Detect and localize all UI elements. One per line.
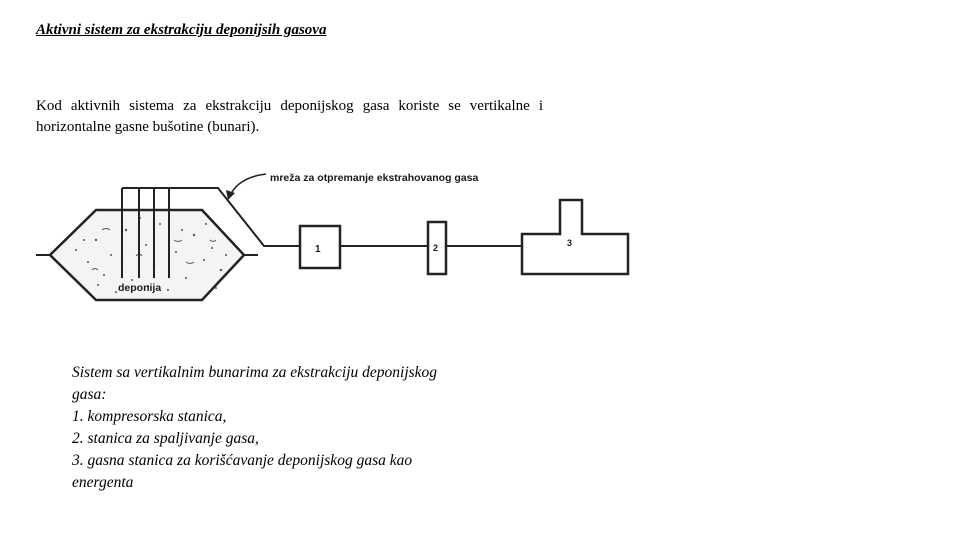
- caption-line: Sistem sa vertikalnim bunarima za ekstrakciju deponijskog: [72, 364, 438, 381]
- gas-extraction-diagram: [36, 160, 636, 310]
- slide-title: Aktivni sistem za ekstrakciju deponijsih gasova: [36, 22, 327, 38]
- network-label: mreža za otpremanje ekstrahovanog gasa: [270, 172, 479, 184]
- caption-line: gasa:: [72, 386, 107, 403]
- station-2-label: 2: [433, 243, 439, 253]
- caption-line: 2. stanica za spaljivanje gasa,: [72, 430, 259, 447]
- caption-line: 3. gasna stanica za korišćavanje deponijskog gasa kao: [72, 452, 413, 469]
- station-1-label: 1: [315, 244, 321, 255]
- landfill-label: deponija: [118, 282, 162, 294]
- diagram-caption: [72, 362, 512, 494]
- network-arrow: [230, 174, 266, 196]
- intro-paragraph: Kod aktivnih sistema za ekstrakciju deponijskog gasa koriste se vertikalne i horizontalne gasne bušotine (bunari).: [36, 98, 543, 135]
- caption-line: energenta: [72, 474, 134, 491]
- station-3-label: 3: [567, 238, 573, 248]
- caption-line: 1. kompresorska stanica,: [72, 408, 227, 425]
- station-3-box: [522, 200, 628, 274]
